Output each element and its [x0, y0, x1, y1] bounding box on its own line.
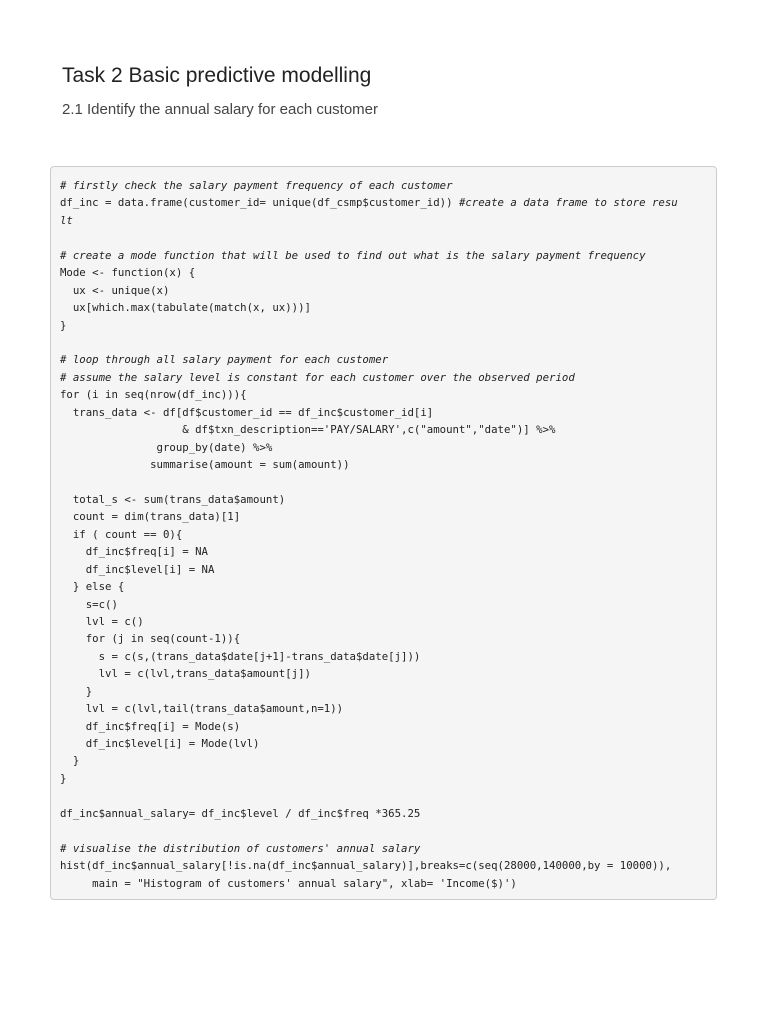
code-line: } — [60, 684, 93, 698]
code-line: df_inc$freq[i] = Mode(s) — [60, 719, 241, 733]
code-line: lvl = c(lvl,trans_data$amount[j]) — [60, 667, 311, 681]
code-line: for (j in seq(count-1)){ — [60, 632, 241, 646]
code-line: } — [60, 754, 80, 768]
code-line: group_by(date) %>% — [60, 440, 273, 454]
code-line: count = dim(trans_data)[1] — [60, 510, 241, 524]
code-line: for (i in seq(nrow(df_inc))){ — [60, 388, 247, 402]
code-blank-line — [60, 334, 707, 351]
code-comment-line: # firstly check the salary payment frequency of each customer — [60, 179, 453, 192]
code-blank-line — [60, 822, 707, 839]
code-line: summarise(amount = sum(amount)) — [60, 458, 350, 471]
code-blank-line — [60, 473, 707, 490]
code-line: hist(df_inc$annual_salary[!is.na(df_inc$annual_salary)],breaks=c(seq(28000,140000,by = 10000)), — [60, 859, 672, 873]
code-line: df_inc$level[i] = NA — [60, 562, 215, 576]
code-line: & df$txn_description=='PAY/SALARY',c("amount","date")] %>% — [60, 423, 556, 437]
code-blank-line — [60, 787, 707, 804]
code-comment-line: lt — [60, 213, 73, 227]
code-blank-line — [60, 229, 707, 246]
code-comment-line: # loop through all salary payment for each customer — [60, 353, 389, 367]
code-line: df_inc$freq[i] = NA — [60, 545, 208, 559]
page-title: Task 2 Basic predictive modelling — [62, 64, 372, 87]
code-line: total_s <- sum(trans_data$amount) — [60, 492, 286, 506]
code-line: } — [60, 318, 67, 332]
code-line: main = "Histogram of customers' annual salary", xlab= 'Income($)') — [60, 876, 517, 890]
code-line: ux[which.max(tabulate(match(x, ux)))] — [60, 301, 311, 315]
code-line: df_inc$annual_salary= df_inc$level / df_inc$freq *365.25 — [60, 806, 421, 820]
code-comment-line: # visualise the distribution of customers' annual salary — [60, 841, 421, 855]
code-line: ux <- unique(x) — [60, 283, 170, 297]
code-line: Mode <- function(x) { — [60, 266, 196, 280]
code-comment-line: # create a mode function that will be used to find out what is the salary payment frequency — [60, 248, 646, 262]
code-line: } else { — [60, 580, 125, 594]
code-line: lvl = c() — [60, 614, 144, 628]
code-comment-line: # assume the salary level is constant for each customer over the observed period — [60, 370, 575, 384]
code-line: if ( count == 0){ — [60, 527, 183, 541]
code-line: s = c(s,(trans_data$date[j+1]-trans_data$date[j])) — [60, 649, 421, 663]
code-line: df_inc$level[i] = Mode(lvl) — [60, 737, 260, 750]
code-line: trans_data <- df[df$customer_id == df_inc$customer_id[i] — [60, 405, 434, 419]
code-block[interactable] — [50, 166, 717, 900]
code-line: s=c() — [60, 597, 118, 611]
code-line: } — [60, 771, 67, 785]
code-line: df_inc = data.frame(customer_id= unique(df_csmp$customer_id)) #create a data frame to store resu — [60, 196, 678, 210]
section-subtitle: 2.1 Identify the annual salary for each customer — [62, 101, 379, 118]
code-line: lvl = c(lvl,tail(trans_data$amount,n=1)) — [60, 702, 344, 716]
